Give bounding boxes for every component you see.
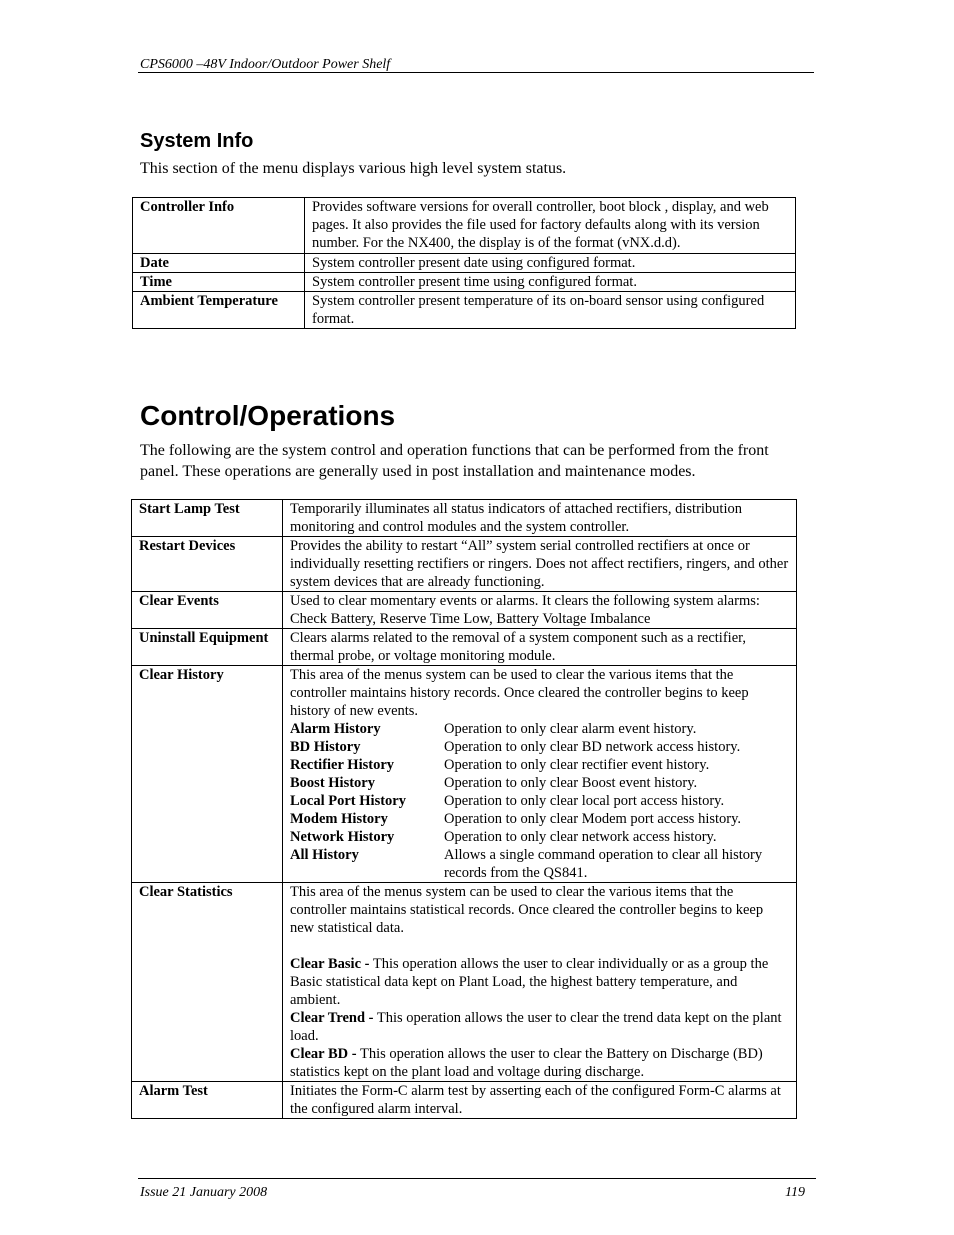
history-item <box>290 792 789 810</box>
page-number: 119 <box>785 1185 805 1200</box>
statistics-item-name: Clear Trend - <box>290 1010 374 1026</box>
history-item <box>290 810 789 828</box>
row-key: Time <box>133 273 305 292</box>
row-key: Ambient Temperature <box>133 292 305 329</box>
row-key: Uninstall Equipment <box>132 629 283 666</box>
history-item-desc: Operation to only clear alarm event history. <box>444 721 697 737</box>
row-value: System controller present temperature of its on-board sensor using configured format. <box>305 292 796 329</box>
history-item-desc: Allows a single command operation to clear all history records from the QS841. <box>444 847 763 881</box>
control-operations-intro: The following are the system control and operation functions that can be performed from the front panel. These operations are generally used in post installation and maintenance modes. <box>140 442 769 480</box>
row-key: Alarm Test <box>132 1082 283 1119</box>
running-header: CPS6000 –48V Indoor/Outdoor Power Shelf <box>140 57 391 72</box>
row-value: System controller present time using configured format. <box>305 273 796 292</box>
spacer <box>290 937 789 955</box>
table-row <box>133 292 796 329</box>
system-info-table <box>132 197 796 329</box>
history-item-name: Rectifier History <box>290 757 395 773</box>
row-value <box>283 883 797 1082</box>
row-key: Start Lamp Test <box>132 500 283 537</box>
section-heading-control-operations: Control/Operations <box>140 400 396 431</box>
history-item-name: BD History <box>290 739 361 755</box>
table-row-clear-history <box>132 666 797 883</box>
table-row-clear-statistics <box>132 883 797 1082</box>
system-info-intro: This section of the menu displays various high level system status. <box>140 160 567 177</box>
table-row <box>132 500 797 537</box>
row-value: Clears alarms related to the removal of a system component such as a rectifier, thermal probe, or voltage monitoring module. <box>283 629 797 666</box>
statistics-item-desc: This operation allows the user to clear individually or as a group the Basic statistical data kept on Plant Load, the highest battery temperature, and ambient. <box>290 956 769 1008</box>
statistics-item-desc: This operation allows the user to clear the Battery on Discharge (BD) statistics kept on the plant load and voltage during discharge. <box>290 1046 763 1080</box>
history-item-name: Local Port History <box>290 793 406 809</box>
row-key: Clear History <box>132 666 283 883</box>
row-value: Provides the ability to restart “All” system serial controlled rectifiers at once or individually resetting rectifiers or ringers. Does not affect rectifiers, ringers, and other system devices that are already functioning. <box>283 537 797 592</box>
row-value: Provides software versions for overall controller, boot block , display, and web pages. It also provides the file used for factory defaults along with its version number. For the NX400, the display is of the format (vNX.d.d). <box>305 198 796 254</box>
control-operations-table <box>131 499 797 1119</box>
table-row <box>132 1082 797 1119</box>
statistics-item-name: Clear Basic - <box>290 956 370 972</box>
row-key: Clear Events <box>132 592 283 629</box>
history-item <box>290 738 789 756</box>
history-item-desc: Operation to only clear Boost event history. <box>444 775 698 791</box>
table-row <box>132 537 797 592</box>
clear-history-intro: This area of the menus system can be used to clear the various items that the controller maintains history records. Once cleared the controller begins to keep history of new events. <box>290 667 749 719</box>
history-item-name: Alarm History <box>290 721 381 737</box>
statistics-item <box>290 1009 789 1045</box>
table-row <box>133 198 796 254</box>
statistics-item-desc: This operation allows the user to clear the trend data kept on the plant load. <box>290 1010 782 1044</box>
row-key: Restart Devices <box>132 537 283 592</box>
footer-rule <box>138 1178 816 1179</box>
section-heading-system-info: System Info <box>140 130 254 152</box>
history-item-desc: Operation to only clear local port access history. <box>444 793 725 809</box>
history-item <box>290 828 789 846</box>
history-item-name: Modem History <box>290 811 388 827</box>
history-item-name: All History <box>290 847 359 863</box>
history-item-desc: Operation to only clear Modem port access history. <box>444 811 742 827</box>
table-row <box>133 273 796 292</box>
history-item-desc: Operation to only clear BD network access history. <box>444 739 741 755</box>
history-item-desc: Operation to only clear network access history. <box>444 829 717 845</box>
row-value: System controller present date using configured format. <box>305 254 796 273</box>
row-key: Controller Info <box>133 198 305 254</box>
history-item-name: Network History <box>290 829 395 845</box>
history-item <box>290 756 789 774</box>
footer-issue: Issue 21 January 2008 <box>140 1185 268 1200</box>
row-value <box>283 666 797 883</box>
history-item-name: Boost History <box>290 775 375 791</box>
row-value: Temporarily illuminates all status indicators of attached rectifiers, distribution monitoring and control modules and the system controller. <box>283 500 797 537</box>
history-item <box>290 846 789 882</box>
clear-statistics-intro: This area of the menus system can be used to clear the various items that the controller maintains statistical records. Once cleared the controller begins to keep new statistical data. <box>290 884 764 936</box>
header-rule <box>138 72 814 73</box>
row-value: Used to clear momentary events or alarms. It clears the following system alarms: Check Battery, Reserve Time Low, Battery Voltage Imbalance <box>283 592 797 629</box>
table-row <box>132 592 797 629</box>
row-key: Clear Statistics <box>132 883 283 1082</box>
row-value: Initiates the Form-C alarm test by asserting each of the configured Form-C alarms at the configured alarm interval. <box>283 1082 797 1119</box>
history-item <box>290 720 789 738</box>
statistics-item <box>290 955 789 1009</box>
statistics-item-name: Clear BD - <box>290 1046 357 1062</box>
statistics-item <box>290 1045 789 1081</box>
table-row <box>133 254 796 273</box>
history-item <box>290 774 789 792</box>
history-item-desc: Operation to only clear rectifier event history. <box>444 757 710 773</box>
row-key: Date <box>133 254 305 273</box>
table-row <box>132 629 797 666</box>
